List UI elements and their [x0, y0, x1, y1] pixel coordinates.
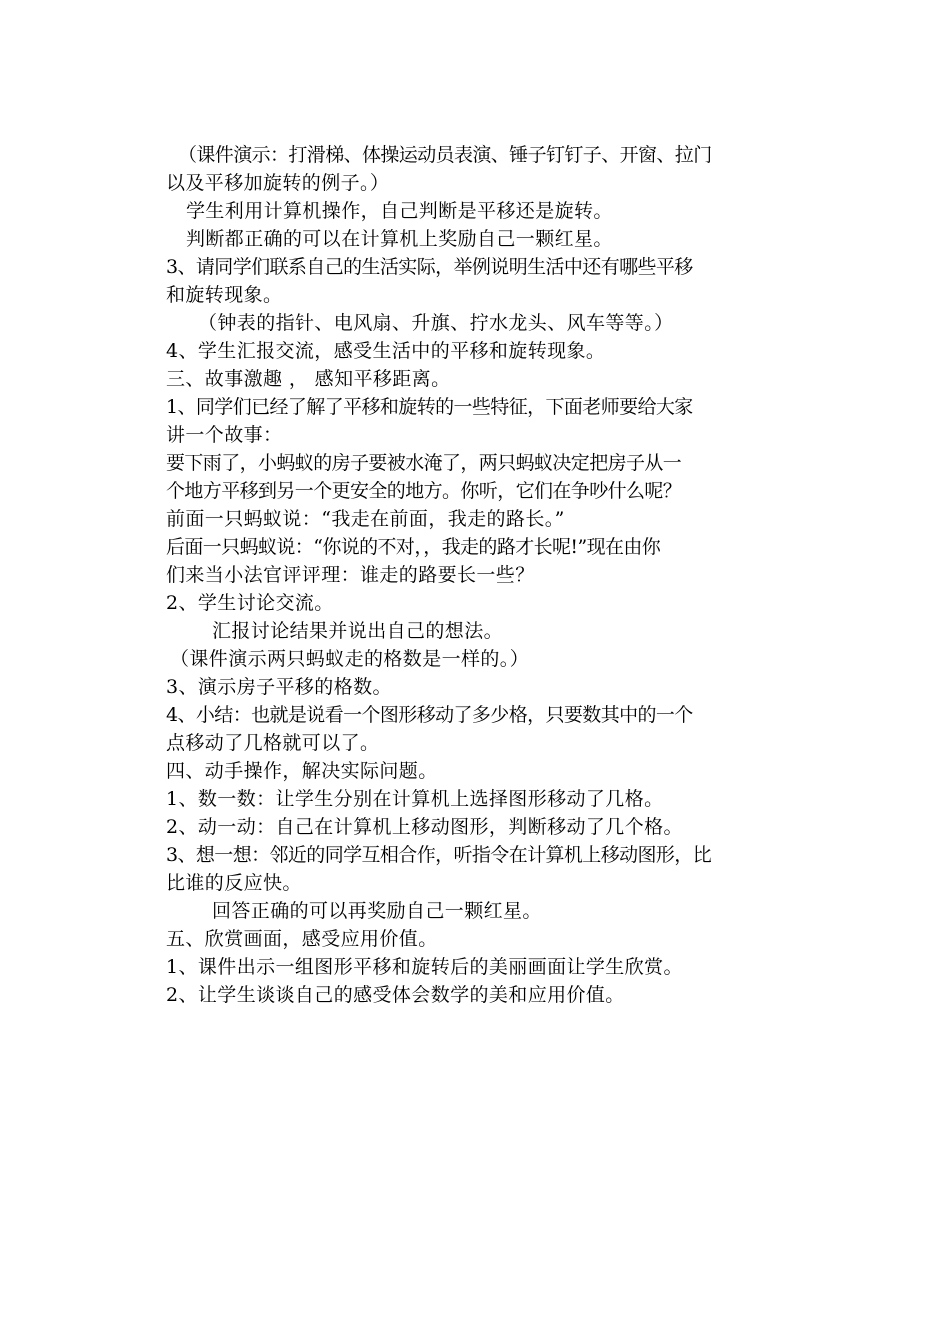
section-heading: 五、欣赏画面，感受应用价值。 — [166, 928, 438, 950]
section-heading: 四、动手操作，解决实际问题。 — [166, 760, 438, 782]
text-line: 2、让学生谈谈自己的感受体会数学的美和应用价值。 — [166, 984, 625, 1006]
text-line: 后面一只蚂蚁说：“你说的不对，，我走的路才长呢!”现在由你 — [166, 536, 661, 558]
text-line: 4、小结：也就是说看一个图形移动了多少格，只要数其中的一个 — [166, 704, 693, 726]
text-line: 回答正确的可以再奖励自己一颗红星。 — [212, 900, 542, 922]
text-line: 2、动一动：自己在计算机上移动图形，判断移动了几个格。 — [166, 816, 683, 838]
text-line: 3、请同学们联系自己的生活实际，举例说明生活中还有哪些平移 — [166, 256, 693, 278]
section-heading: 三、故事激趣 ， 感知平移距离。 — [166, 368, 451, 390]
text-line: 们来当小法官评评理：谁走的路要长一些？ — [166, 564, 535, 586]
text-line: 和旋转现象。 — [166, 284, 283, 306]
text-line: （课件演示两只蚂蚁走的格数是一样的。） — [170, 648, 530, 670]
text-line: 汇报讨论结果并说出自己的想法。 — [212, 620, 504, 642]
text-line: 1、数一数：让学生分别在计算机上选择图形移动了几格。 — [166, 788, 664, 810]
text-line: 比谁的反应快。 — [166, 872, 302, 894]
text-line: 判断都正确的可以在计算机上奖励自己一颗红星。 — [186, 228, 613, 250]
text-line: 3、想一想：邻近的同学互相合作，听指令在计算机上移动图形，比 — [166, 844, 712, 866]
text-line: 4、学生汇报交流，感受生活中的平移和旋转现象。 — [166, 340, 606, 362]
text-line: 个地方平移到另一个更安全的地方。你听，它们在争吵什么呢？ — [166, 480, 682, 502]
text-line: 学生利用计算机操作，自己判断是平移还是旋转。 — [186, 200, 613, 222]
text-line: 要下雨了，小蚂蚁的房子要被水淹了，两只蚂蚁决定把房子从一 — [166, 452, 682, 474]
document-page — [166, 141, 790, 1009]
text-line: 以及平移加旋转的例子。） — [166, 172, 390, 194]
text-line: 3、演示房子平移的格数。 — [166, 676, 392, 698]
text-line: （钟表的指针、电风扇、升旗、拧水龙头、风车等等。） — [198, 312, 674, 334]
text-line: 讲一个故事： — [166, 424, 283, 446]
text-line: 1、同学们已经了解了平移和旋转的一些特征，下面老师要给大家 — [166, 396, 693, 418]
text-line: 前面一只蚂蚁说：“我走在前面，我走的路长。” — [166, 508, 565, 530]
text-line: （课件演示：打滑梯、体操运动员表演、锤子钉钉子、开窗、拉门 — [178, 144, 712, 166]
text-line: 1、课件出示一组图形平移和旋转后的美丽画面让学生欣赏。 — [166, 956, 683, 978]
text-line: 2、学生讨论交流。 — [166, 592, 334, 614]
text-line: 点移动了几格就可以了。 — [166, 732, 380, 754]
